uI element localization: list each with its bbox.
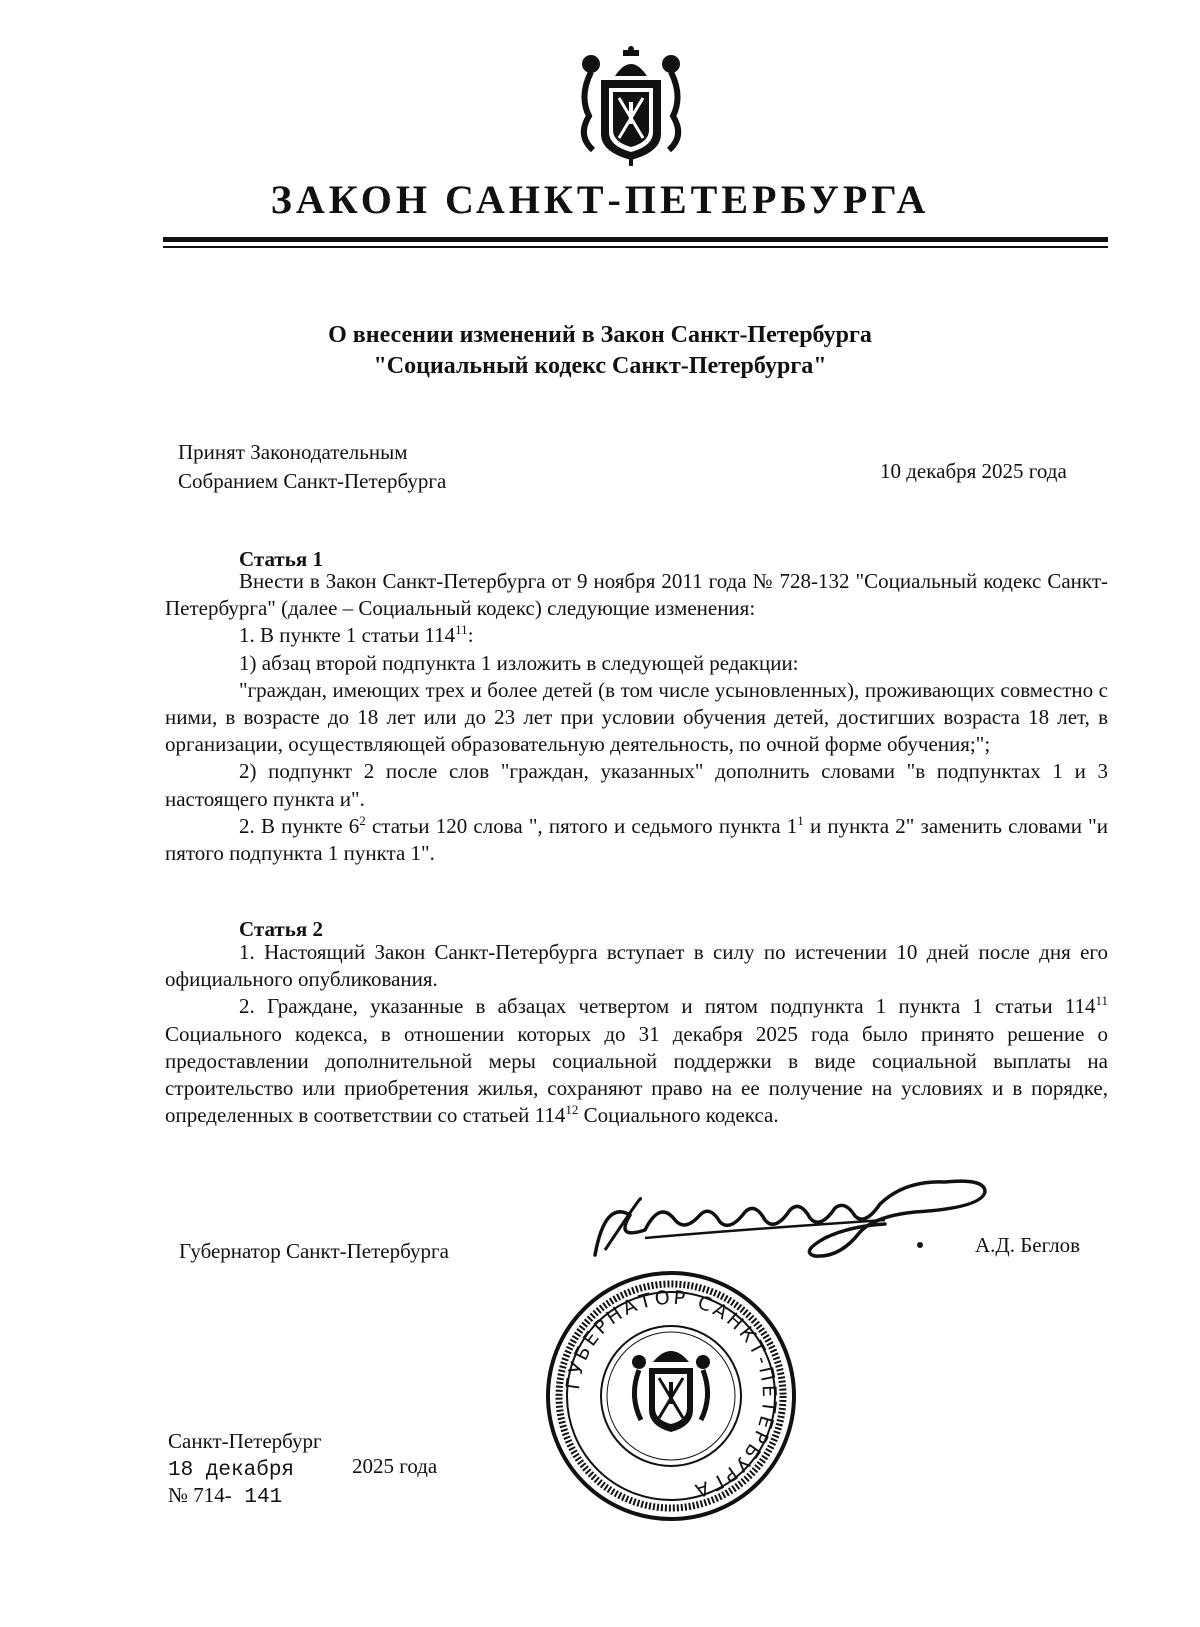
article-1-paragraph: 1) абзац второй подпункта 1 изложить в следующей редакции: [239, 650, 799, 675]
official-seal-icon [545, 1270, 797, 1522]
subject-line-1: О внесении изменений в Закон Санкт-Петербурга [328, 322, 872, 348]
article-2-paragraph: 1. Настоящий Закон Санкт-Петербурга вступает в силу по истечении 10 дней после дня его официального опубликования. [165, 940, 1108, 992]
article-1-heading: Статья 1 [239, 547, 323, 571]
paragraph-text: Социального кодекса. [578, 1103, 779, 1128]
seal-outer-text: ГУБЕРНАТОР САНКТ-ПЕТЕРБУРГА [562, 1286, 781, 1503]
superscript: 12 [565, 1102, 579, 1118]
article-1-paragraph: 2) подпункт 2 после слов "граждан, указанных" дополнить словами "в подпунктах 1 и 3 настоящего пункта и". [165, 759, 1108, 811]
paragraph-text: и пункта 2" заменить словами "и пятого подпункта 1 пункта 1". [165, 813, 1108, 866]
paragraph-text: 2. Граждане, указанные в абзацах четвертом и пятом подпункта 1 пункта 1 статьи 114 [239, 994, 1096, 1019]
governor-label: Губернатор Санкт-Петербурга [179, 1239, 449, 1263]
superscript: 1 [797, 812, 804, 828]
signing-date [168, 1454, 438, 1482]
paragraph-text: Социального кодекса, в отношении которых до 31 декабря 2025 года было принято решение о предоставлении дополнительной меры социальной поддержки в виде социальной выплаты на строительство или приобретения жилья, сохраняют право на ее получение на условиях и в порядке, определенных в соответствии со статьей 114 [165, 1021, 1108, 1128]
article-2-body [165, 939, 1108, 1129]
adoption-date: 10 декабря 2025 года [880, 459, 1067, 483]
governor-name: А.Д. Беглов [975, 1233, 1081, 1257]
article-2-heading: Статья 2 [239, 917, 323, 941]
article-2-paragraph [165, 993, 1108, 1129]
subject-line-2: "Социальный кодекс Санкт-Петербурга" [373, 353, 827, 379]
law-number [168, 1483, 282, 1509]
superscript: 2 [359, 812, 366, 828]
adoption-line-2: Собранием Санкт-Петербурга [178, 469, 447, 493]
article-1-paragraph: Внести в Закон Санкт-Петербурга от 9 ноября 2011 года № 728-132 "Социальный кодекс Санкт-Петербурга" (далее – Социальный кодекс) следующие изменения: [165, 569, 1108, 621]
article-1-body [165, 568, 1108, 867]
adoption-statement [178, 438, 446, 496]
superscript: 11 [1095, 993, 1108, 1009]
signature-icon [585, 1160, 1015, 1280]
law-number-typed: 141 [231, 1486, 283, 1509]
article-1-paragraph: "граждан, имеющих трех и более детей (в том числе усыновленных), проживающих совместно с ними, в возрасте до 18 лет или до 23 лет при условии обучения детей, достигших возраста 18 лет, в организации, осуществляющей образовательную деятельность, по очной форме обучения;"; [165, 677, 1108, 757]
title-rule-thin [163, 246, 1108, 248]
article-1-paragraph [165, 622, 1108, 649]
law-subject [0, 320, 1200, 382]
law-number-prefix: № 714- [168, 1483, 232, 1507]
signing-place: Санкт-Петербург [168, 1429, 322, 1453]
signing-date-typed: 18 декабря [168, 1459, 295, 1482]
paragraph-text: статьи 120 слова ", пятого и седьмого пункта 1 [365, 813, 798, 838]
paragraph-text: 1. В пункте 1 статьи 114 [239, 623, 456, 648]
article-1-paragraph [165, 813, 1108, 867]
signing-year: 2025 года [352, 1454, 438, 1478]
document-title: ЗАКОН САНКТ-ПЕТЕРБУРГА [270, 177, 930, 222]
paragraph-text: 2. В пункте 6 [239, 813, 360, 838]
title-rule-thick [163, 237, 1108, 242]
paragraph-text: : [467, 623, 474, 648]
adoption-line-1: Принят Законодательным [178, 440, 408, 464]
coat-of-arms-icon [571, 46, 691, 168]
superscript: 11 [455, 622, 468, 638]
